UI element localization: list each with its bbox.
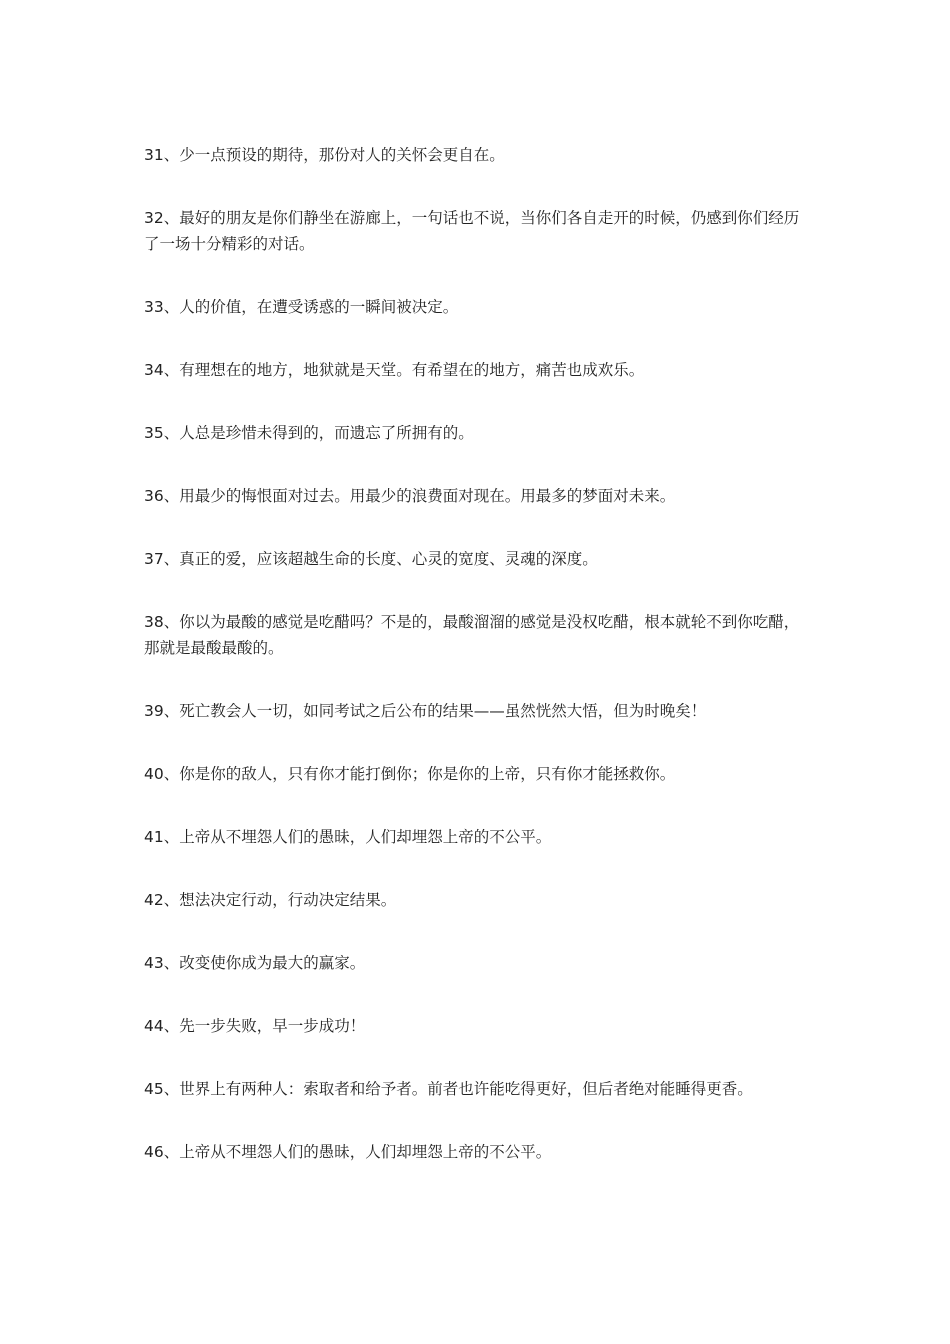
quote-41: 41、上帝从不埋怨人们的愚昧，人们却埋怨上帝的不公平。: [144, 828, 552, 846]
quote-39: 39、死亡教会人一切，如同考试之后公布的结果——虽然恍然大悟，但为时晚矣！: [144, 702, 707, 720]
quote-38: 38、你以为最酸的感觉是吃醋吗？不是的，最酸溜溜的感觉是没权吃醋，根本就轮不到你吃醋，那就是最酸最酸的。: [144, 613, 800, 657]
quote-35: 35、人总是珍惜未得到的，而遗忘了所拥有的。: [144, 424, 474, 442]
quote-33: 33、人的价值，在遭受诱惑的一瞬间被决定。: [144, 298, 459, 316]
quote-34: 34、有理想在的地方，地狱就是天堂。有希望在的地方，痛苦也成欢乐。: [144, 361, 645, 379]
quote-32: 32、最好的朋友是你们静坐在游廊上，一句话也不说，当你们各自走开的时候，仍感到你们经历了一场十分精彩的对话。: [144, 209, 800, 253]
quote-45: 45、世界上有两种人：索取者和给予者。前者也许能吃得更好，但后者绝对能睡得更香。: [144, 1080, 753, 1098]
quote-44: 44、先一步失败，早一步成功！: [144, 1017, 366, 1035]
quote-36: 36、用最少的悔恨面对过去。用最少的浪费面对现在。用最多的梦面对未来。: [144, 487, 676, 505]
quote-43: 43、改变使你成为最大的赢家。: [144, 954, 366, 972]
quote-46: 46、上帝从不埋怨人们的愚昧，人们却埋怨上帝的不公平。: [144, 1143, 552, 1161]
quote-40: 40、你是你的敌人，只有你才能打倒你；你是你的上帝，只有你才能拯救你。: [144, 765, 676, 783]
quote-31: 31、少一点预设的期待，那份对人的关怀会更自在。: [144, 146, 505, 164]
quote-42: 42、想法决定行动，行动决定结果。: [144, 891, 397, 909]
quote-37: 37、真正的爱，应该超越生命的长度、心灵的宽度、灵魂的深度。: [144, 550, 598, 568]
quote-list: [144, 142, 810, 1202]
